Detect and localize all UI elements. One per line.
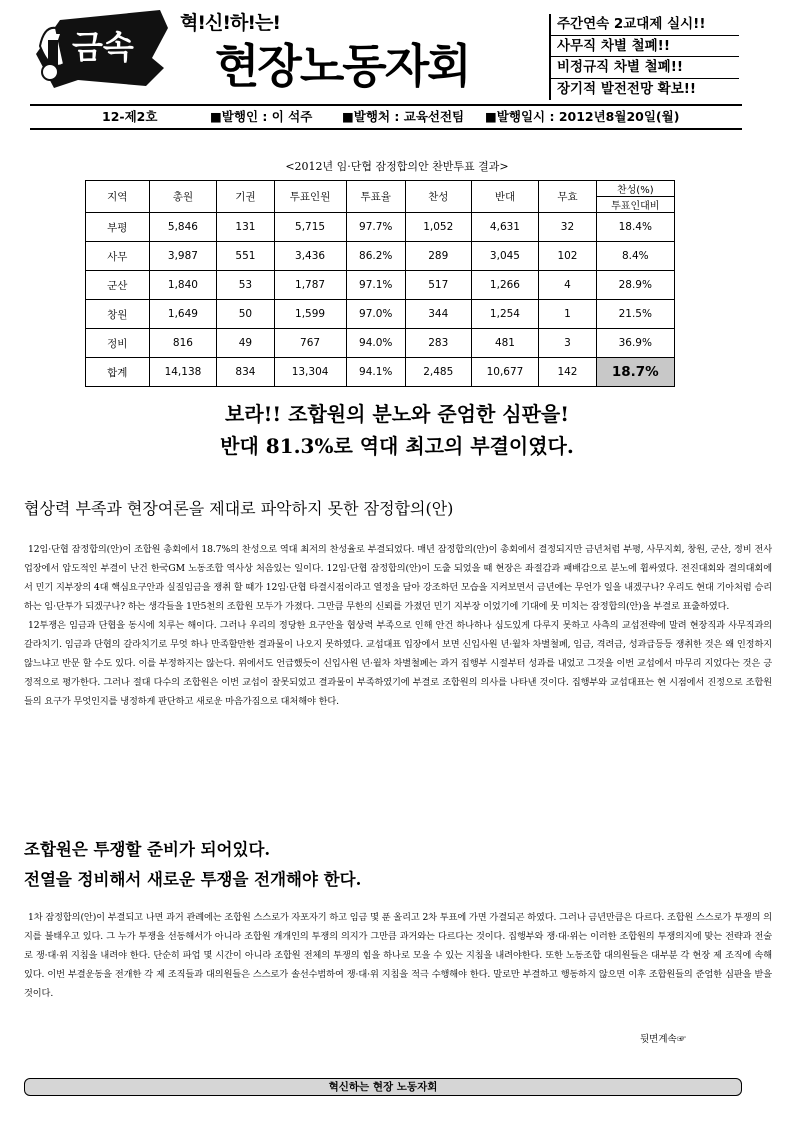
- issue-info-bar: [30, 104, 742, 130]
- logo-text: 금속: [72, 28, 134, 66]
- table-cell: 4: [539, 271, 596, 300]
- table-cell: 1,840: [149, 271, 217, 300]
- table-cell: 1,254: [471, 300, 539, 329]
- table-cell: 18.7%: [596, 358, 674, 387]
- col-subheader: 투표인대비: [596, 197, 674, 213]
- table-cell: 5,715: [274, 213, 346, 242]
- table-row: [86, 300, 675, 329]
- col-header: 지역: [86, 181, 150, 213]
- vote-results-table: [85, 180, 675, 387]
- table-cell: 28.9%: [596, 271, 674, 300]
- table-cell: 131: [217, 213, 274, 242]
- headline-line-2: 반대 81.3%로 역대 최고의 부결이였다.: [220, 434, 574, 458]
- table-row: [86, 271, 675, 300]
- col-header: 찬성: [405, 181, 471, 213]
- table-cell: 767: [274, 329, 346, 358]
- section1-paragraph: 12임·단협 잠정합의(안)이 조합원 총회에서 18.7%의 찬성으로 역대 최저의 찬성율로 부결되었다. 매년 잠정합의(안)이 총회에서 결정되지만 금년처럼 부평, 사무지회, 창원, 군산, 정비 전사업장에서 압도적인 부결이 난건 한국GM 노동조합 역사상 처음있는 일이다. 12임·단협 잠정합의(안)이 도출 되었을 때 현장은 좌절감과 패배감으로 분노에 휩싸였다. 전진대회와 결의대회에서 민기 지부장의 4대 핵심요구안과 실질임금을 쟁취 할 때가 12임·단협 타결시점이라고 열정을 담아 강조하던 모습을 지켜보면서 금년에는 무언가 일을 내겠구나? 우리도 현대 기아처럼 승리하는 임·단투가 되겠구나? 하는 생각들을 1만5천의 조합원 모두가 가졌다. 그만큼 무한의 신뢰를 가졌던 민기 지부장 이었기에 기대에 못 미치는 잠정합의(안)을 부결로 표출하였다.: [24, 544, 773, 612]
- table-cell: 정비: [86, 329, 150, 358]
- col-header: 기권: [217, 181, 274, 213]
- table-cell: 834: [217, 358, 274, 387]
- issue-date: ■발행일시 : 2012년8월20일(월): [485, 109, 680, 124]
- footer-bar: 혁신하는 현장 노동자회: [24, 1078, 742, 1096]
- table-cell: 1,787: [274, 271, 346, 300]
- col-header: 무효: [539, 181, 596, 213]
- table-cell: 3,045: [471, 242, 539, 271]
- table-cell: 36.9%: [596, 329, 674, 358]
- table-cell: 21.5%: [596, 300, 674, 329]
- col-header: 투표율: [346, 181, 405, 213]
- table-header-row: [86, 181, 675, 197]
- slogan-item: 비정규직 차별 철폐!!: [551, 57, 739, 79]
- table-cell: 97.1%: [346, 271, 405, 300]
- table-cell: 18.4%: [596, 213, 674, 242]
- masthead-tagline: 혁!신!하!는!: [180, 12, 281, 34]
- table-cell: 10,677: [471, 358, 539, 387]
- table-cell: 86.2%: [346, 242, 405, 271]
- section2-title-2: 전열을 정비해서 새로운 투쟁을 전개해야 한다.: [24, 870, 362, 889]
- section1-title: 협상력 부족과 현장여론을 제대로 파악하지 못한 잠정합의(안): [24, 499, 454, 518]
- newsletter-title: 현장노동자회: [215, 39, 470, 93]
- table-cell: 142: [539, 358, 596, 387]
- publisher: ■발행인 : 이 석주: [210, 109, 313, 124]
- table-caption: <2012년 임·단협 잠정합의안 찬반투표 결과>: [285, 160, 509, 173]
- section1-paragraph: 12투쟁은 임금과 단협을 동시에 치루는 해이다. 그러나 우리의 정당한 요구안을 협상력 부족으로 인해 안건 하나하나 심도있게 다루지 못하고 사측의 교섭전략에 말려 현장직과 사무직과의 갈라치기. 임금과 단협의 갈라치기로 무엇 하나 만족할만한 결과물이 나오지 못하였다. 교섭대표 입장에서 보면 신입사원 년·월차 차별철폐, 임금, 격려금, 성과급등등 쟁취한 것은 왜 인정하지 않느냐고 반문 할 수도 있다. 이를 부정하지는 않는다. 위에서도 언급했듯이 신입사원 년·월차 차별철폐는 과거 집행부 시절부터 성과를 내었고 그것을 이번 교섭에서 마무리 지었다는 것은 긍정적으로 평가한다. 그러나 절대 다수의 조합원은 이번 교섭이 잘못되었고 결과물이 부족하였기에 부결로 조합원의 의사를 나타낸 것이다. 집행부와 교섭대표는 현 시점에서 진정으로 조합원들의 요구가 무엇인지를 냉정하게 판단하고 새로운 마음가짐으로 대처해야 한다.: [24, 620, 772, 707]
- table-cell: 283: [405, 329, 471, 358]
- table-cell: 1: [539, 300, 596, 329]
- table-cell: 14,138: [149, 358, 217, 387]
- table-cell: 97.7%: [346, 213, 405, 242]
- col-header: 찬성(%): [596, 181, 674, 197]
- table-cell: 551: [217, 242, 274, 271]
- table-cell: 517: [405, 271, 471, 300]
- issue-number: 12-제2호: [102, 109, 158, 124]
- headline-line-1: 보라!! 조합원의 분노와 준엄한 심판을!: [225, 402, 569, 426]
- union-logo-emblem: [30, 6, 170, 98]
- slogan-box: [549, 14, 739, 100]
- slogan-item: 사무직 차별 철폐!!: [551, 36, 739, 58]
- table-cell: 50: [217, 300, 274, 329]
- table-row: [86, 329, 675, 358]
- section1-body: [24, 540, 772, 711]
- table-cell: 53: [217, 271, 274, 300]
- col-header: 투표인원: [274, 181, 346, 213]
- slogan-item: 장기적 발전전망 확보!!: [557, 80, 697, 97]
- continued-on-back: 뒷면계속☞: [640, 1034, 687, 1045]
- table-cell: 94.1%: [346, 358, 405, 387]
- slogan-item: 주간연속 2교대제 실시!!: [551, 14, 739, 36]
- table-cell: 1,649: [149, 300, 217, 329]
- table-cell: 32: [539, 213, 596, 242]
- table-cell: 816: [149, 329, 217, 358]
- table-cell: 344: [405, 300, 471, 329]
- table-cell: 1,052: [405, 213, 471, 242]
- table-cell: 사무: [86, 242, 150, 271]
- section2-paragraph: 1차 잠정합의(안)이 부결되고 나면 과거 관례에는 조합원 스스로가 자포자기 하고 임금 몇 푼 올리고 2차 투표에 가면 가결되곤 하였다. 그러나 금년만큼은 다르다. 조합원 스스로가 투쟁의 의지를 불태우고 있다. 그 누가 투쟁을 선동해서가 아니라 조합원 개개인의 투쟁의 의지가 그만큼 과거와는 다르다는 것이다. 집행부와 쟁·대·위는 이러한 조합원의 투쟁의지에 맞는 전략과 전술로 쟁·대·위 지침을 내려야 한다. 단순히 파업 몇 시간이 아니라 조합원 전체의 투쟁의 힘을 하나로 모을 수 있는 지침을 내려야한다. 또한 노동조합 대의원들은 대부분 각 현장 제 조직에 속해 있다. 이번 부결운동을 전개한 각 제 조직들과 대의원들은 스스로가 솔선수범하여 쟁·대·위 지침을 적극 수행해야 한다. 말로만 부결하고 행동하지 않으면 이후 조합원들의 준엄한 심판을 받을 것이다.: [24, 912, 772, 999]
- table-cell: 2,485: [405, 358, 471, 387]
- table-cell: 창원: [86, 300, 150, 329]
- section2-body: [24, 908, 772, 1003]
- table-row: [86, 242, 675, 271]
- col-header: 총원: [149, 181, 217, 213]
- table-cell: 94.0%: [346, 329, 405, 358]
- table-cell: 4,631: [471, 213, 539, 242]
- table-cell: 102: [539, 242, 596, 271]
- table-cell: 1,599: [274, 300, 346, 329]
- section2-title-1: 조합원은 투쟁할 준비가 되어있다.: [24, 840, 271, 859]
- table-cell: 481: [471, 329, 539, 358]
- table-cell: 합계: [86, 358, 150, 387]
- table-cell: 3: [539, 329, 596, 358]
- table-cell: 3,987: [149, 242, 217, 271]
- table-cell: 13,304: [274, 358, 346, 387]
- table-cell: 군산: [86, 271, 150, 300]
- col-header: 반대: [471, 181, 539, 213]
- table-cell: 97.0%: [346, 300, 405, 329]
- table-row: [86, 358, 675, 387]
- table-cell: 289: [405, 242, 471, 271]
- table-cell: 부평: [86, 213, 150, 242]
- table-cell: 3,436: [274, 242, 346, 271]
- issuer: ■발행처 : 교육선전팀: [342, 109, 465, 124]
- table-row: [86, 213, 675, 242]
- table-cell: 5,846: [149, 213, 217, 242]
- table-cell: 8.4%: [596, 242, 674, 271]
- table-cell: 49: [217, 329, 274, 358]
- table-cell: 1,266: [471, 271, 539, 300]
